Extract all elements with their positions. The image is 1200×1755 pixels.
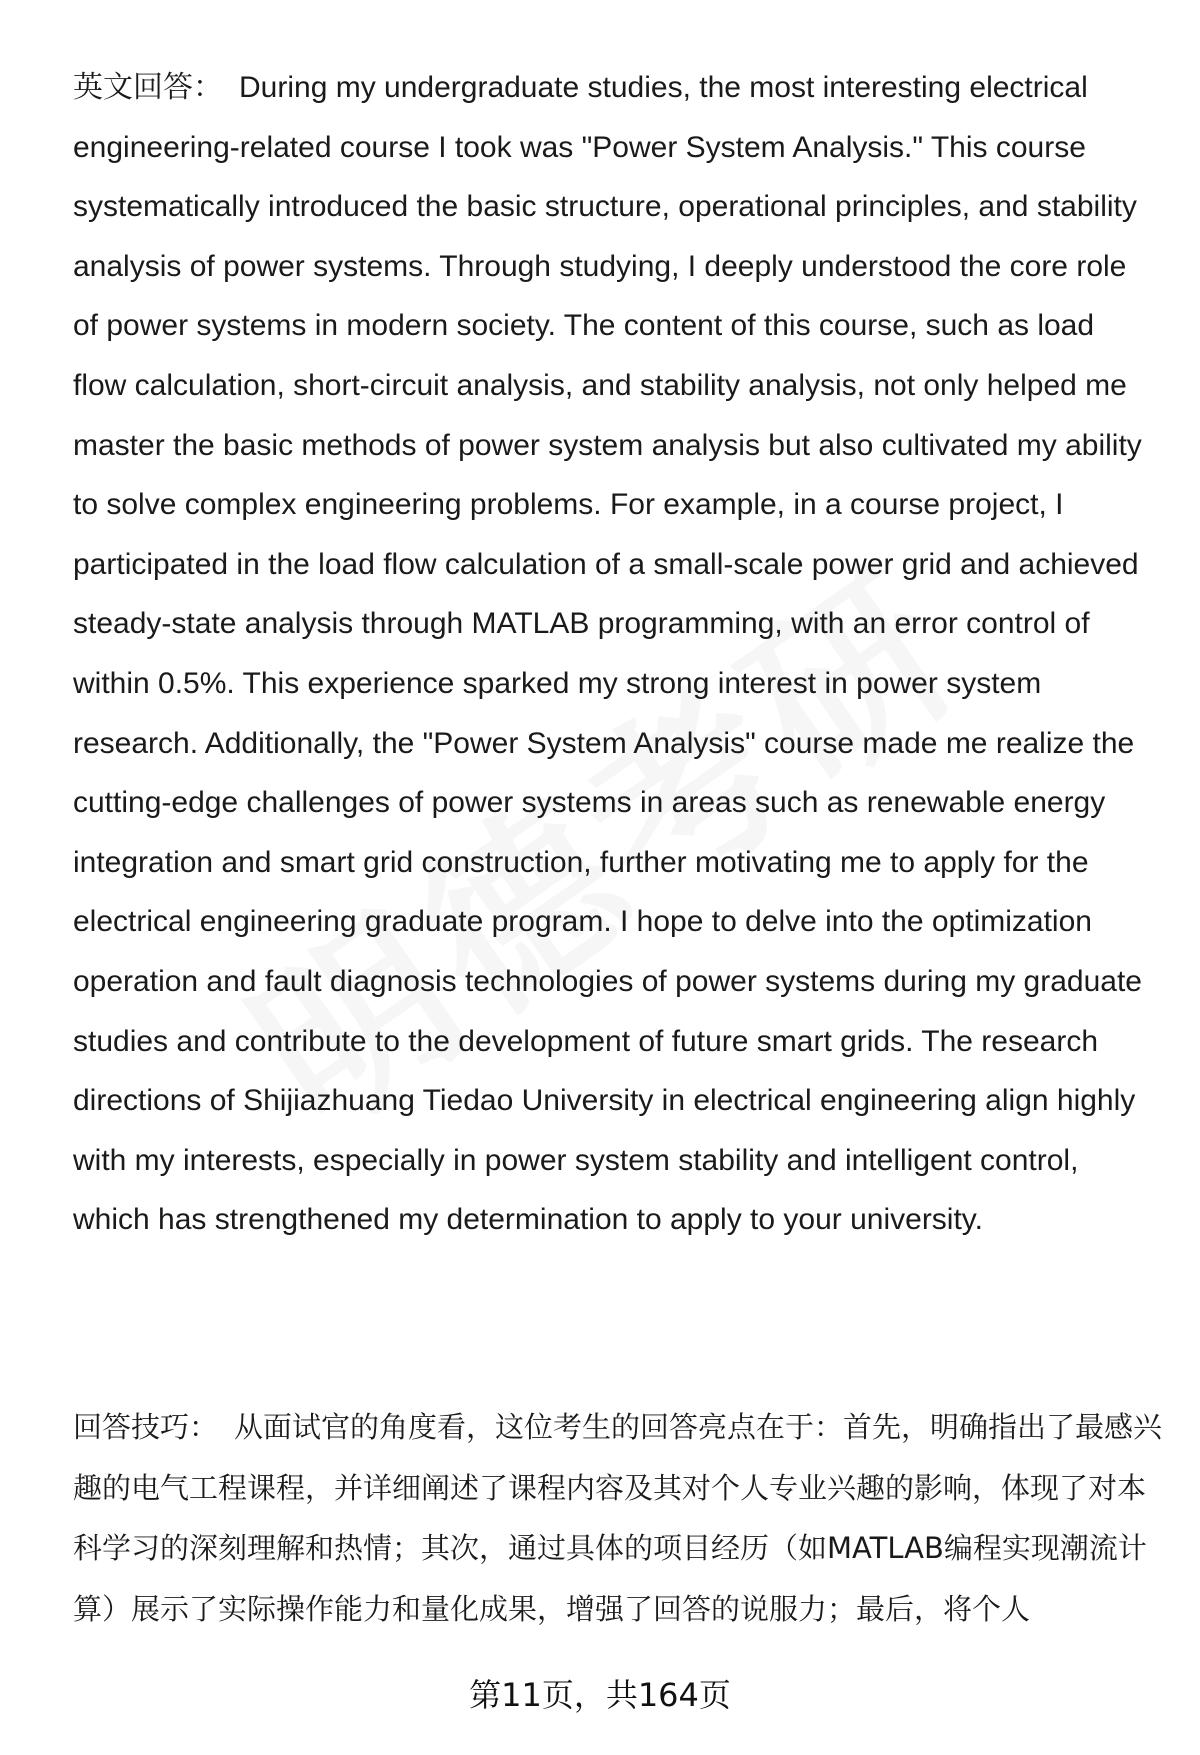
page-number: 第11页，共164页 bbox=[469, 1676, 731, 1714]
english-answer-text: During my undergraduate studies, the most interesting electrical engineering-related course I took was "Power System Analysis." This course systematically introduced the basic structure, operational principles, and stability analysis of power systems. Through studying, I deeply understood the core role of power systems in modern society. The content of this course, such as load flow calculation, short-circuit analysis, and stability analysis, not only helped me master the basic methods of power system analysis but also cultivated my ability to solve complex engineering problems. For example, in a course project, I participated in the load flow calculation of a small-scale power grid and achieved steady-state analysis through MATLAB programming, with an error control of within 0.5%. This experience sparked my strong interest in power system research. Additionally, the "Power System Analysis" course made me realize the cutting-edge challenges of power systems in areas such as renewable energy integration and smart grid construction, further motivating me to apply for the electrical engineering graduate program. I hope to delve into the optimization operation and fault diagnosis technologies of power systems during my graduate studies and contribute to the development of future smart grids. The research directions of Shijiazhuang Tiedao University in electrical engineering align highly with my interests, especially in power system stability and intelligent control, which has strengthened my determination to apply to your university. bbox=[73, 71, 1142, 1237]
answer-tips-label: 回答技巧： bbox=[73, 1410, 219, 1444]
answer-tips-text: 从面试官的角度看，这位考生的回答亮点在于：首先，明确指出了最感兴趣的电气工程课程，并详细阐述了课程内容及其对个人专业兴趣的影响，体现了对本科学习的深刻理解和热情；其次，通过具体的项目经历（如MATLAB编程实现潮流计算）展示了实际操作能力和量化成果，增强了回答的说服力；最后，将个人 bbox=[73, 1410, 1163, 1626]
english-answer-label: 英文回答： bbox=[73, 70, 223, 105]
answer-tips-section bbox=[73, 1398, 1163, 1640]
english-answer-section bbox=[73, 58, 1153, 1250]
